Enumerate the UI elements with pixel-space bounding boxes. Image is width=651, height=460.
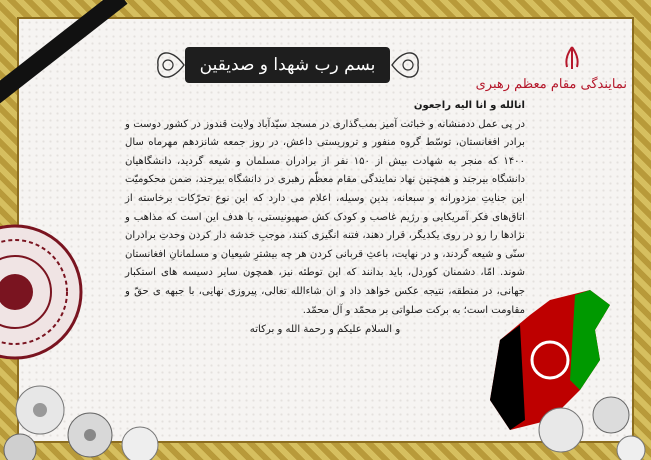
emblem (475, 45, 627, 115)
iran-emblem-icon (557, 45, 587, 73)
flowers-left-decoration (0, 350, 200, 460)
letter-closing: و السلام علیکم و رحمة الله و برکاته (249, 324, 401, 336)
letter-paragraph: در پی عمل ددمنشانه و خباثت آمیز بمب‌گذاری در مسجد سیّدآباد ولایت قندوز در کشور دوست و برادر افغانستان، توسّط گروه منفور و تروریستی داعش، در روز جمعه شانزدهم مهرماه سال ۱۴۰۰ که منجر به شهادت بیش از ۱۵۰ نفر از برادران مسلمان و شیعه گردید، دانشگاهیان دانشگاه بیرجند و همچنین نهاد نمایندگی مقام معظّم رهبری در دانشگاه بیرجند، ضمن محکومیّت این جنایتِ مزدورانه و سبعانه، بدین وسیله، اعلام می دارد که این نوع تحرّکات برخاسته از اتاق‌های فکر آمریکایی و رژیم غاصب و کودک کش صهیونیستی، با هدف این است که مذاهب و نژادها را رو در روی یکدیگر، قرار دهند، فتنه انگیزی کنند، موجبِ خدشه دار کردن وحدتِ برادران سنّی و شیعه گردند، و در نهایت، باعثِ قربانی کردن هر چه بیشترِ شیعیان و مسلمانانِ افغانستان شوند. امّا، دشمنان کوردل، باید بدانند که این توطئه نیز، همچون سایر دسیسه های استکبار جهانی، در منطقه، نتیجه عکس خواهد داد و ان شاءالله تعالی، پیروزی نهایی، با جبهه ی حقّ و مقاومت است؛ به برکت صلواتی بر محمّد و آل محمّد. (125, 118, 525, 316)
page-title: بسم رب شهدا و صدیقین (185, 47, 390, 83)
ornament-left-icon (150, 44, 186, 86)
ornament-right-icon (390, 44, 426, 86)
flowers-right-decoration (501, 370, 651, 460)
mandala-decoration-icon (0, 222, 85, 362)
logo-text: نمایندگی مقام معظم رهبری (475, 77, 627, 92)
letter-opening: انالله و انا الیه راجعون (413, 100, 525, 111)
